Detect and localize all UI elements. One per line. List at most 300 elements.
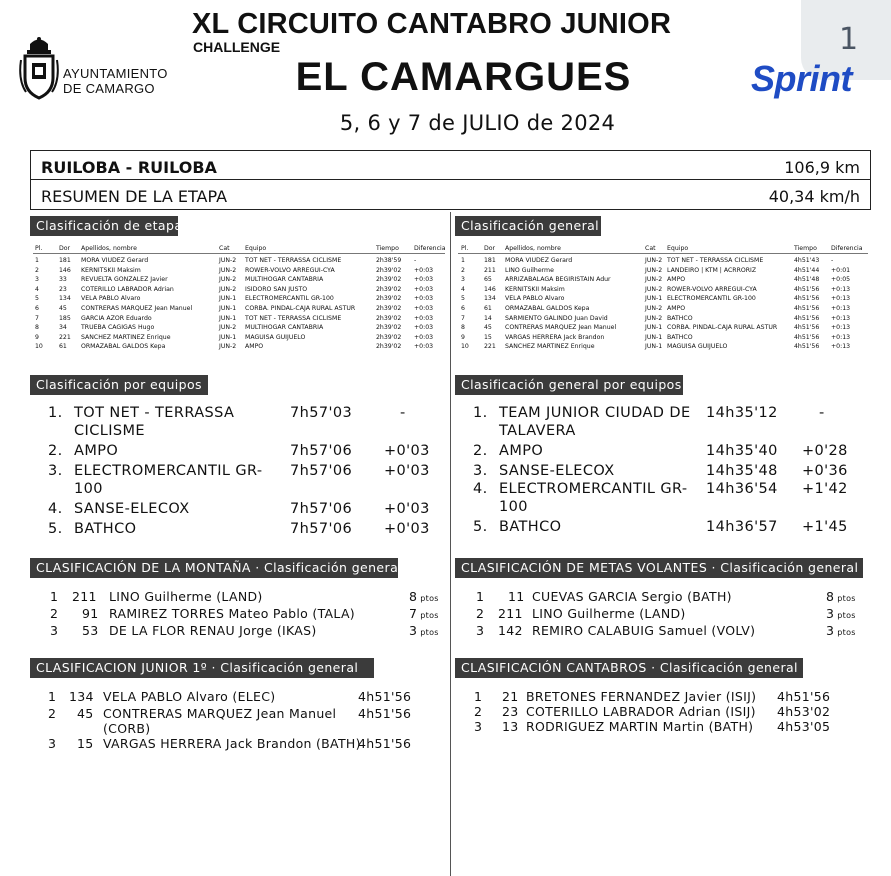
general-table-cell: 15 [484,333,492,341]
stage-table-cell: KERNITSKII Maksim [81,266,141,274]
general-table-cell: 4h51'56 [794,295,820,303]
gteam-name: SANSE-ELECOX [499,463,615,479]
sprints-pts [826,623,856,638]
team-name: AMPO [74,443,119,459]
team-time: 7h57'06 [290,521,353,537]
stage-table-row [33,315,445,323]
stage-table-row [33,276,445,284]
stage-table-cell: REVUELTA GONZALEZ Javier [81,276,168,284]
stage-table-cell: GARCIA AZOR Eduardo [81,314,152,322]
gteam-time: 14h36'57 [706,519,778,535]
general-table-cell: 4h51'56 [794,333,820,341]
stage-table-cell: 2 [35,266,39,274]
cantabros-row [474,719,869,737]
gteam-diff: - [819,405,825,421]
team-row [48,521,433,539]
race-name-text: EL CAMARGUES [295,55,632,99]
gteam-name: AMPO [499,443,544,459]
stage-table-cell: +0:03 [414,285,434,293]
mountain-pts [409,589,439,604]
stage-route: RUILOBA - RUILOBA [41,158,217,177]
general-table-row [458,305,868,313]
sprints-dor: 11 [508,589,525,604]
stage-table-cell: JUN-2 [219,257,237,264]
page-number: 1 [839,22,859,57]
general-table-row [458,276,868,284]
team-pos: 5. [48,521,63,537]
sprints-name: LINO Guilherme (LAND) [532,606,686,621]
mountain-pts [409,606,439,621]
junior1-name: CONTRERAS MARQUEZ Jean Manuel [103,706,337,721]
stage-table-row [33,343,445,351]
stage-table-row [33,295,445,303]
general-table-cell: 5 [461,295,465,303]
general-table-cell: JUN-2 [645,266,663,274]
stage-table-cell: JUN-2 [219,266,237,274]
gteam-diff: +1'45 [802,519,848,535]
stage-table-cell: +0:03 [414,324,434,332]
general-table-cell: KERNITSKII Maksim [505,285,565,293]
cantabros-name: RODRIGUEZ MARTIN Martin (BATH) [526,719,754,734]
stage-table-cell: JUN-1 [219,305,237,312]
mountain-dor: 211 [72,589,97,604]
general-table-cell: SANCHEZ MARTINEZ Enrique [505,343,595,351]
pts-unit: ptos [420,594,439,603]
cantabros-dor: 23 [502,704,519,719]
stage-table-cell: 221 [59,333,71,341]
general-table-cell: +0:13 [831,333,851,341]
general-table-cell: BATHCO [667,314,693,322]
general-table-cell: MORA VIUDEZ Gerard [505,257,573,264]
general-table-cell: 4h51'44 [794,266,820,274]
gteam-pos: 3. [473,463,488,479]
general-table-cell: 6 [461,305,465,312]
stage-table-cell: 34 [59,324,67,332]
sprints-list [476,589,876,645]
gteam-name-cont: 100 [499,499,528,515]
general-table-row [458,343,868,351]
cantabros-dor: 13 [502,719,519,734]
gteam-diff: +1'42 [802,481,848,497]
team-time: 7h57'06 [290,501,353,517]
pts-unit: ptos [837,611,856,620]
sponsor-name: Sprint [751,58,852,99]
general-classification-table [458,245,868,360]
general-table-cell: JUN-2 [645,276,663,284]
gteam-row [473,405,873,441]
general-table-cell: 4h51'48 [794,276,820,284]
organizer-line1: AYUNTAMIENTO [63,66,168,81]
team-classification-header: Clasificación por equipos [30,375,208,395]
stage-table-cell: 2h39'02 [376,333,402,341]
gteam-name-cont: TALAVERA [499,423,576,439]
general-table-cell: 4h51'43 [794,257,820,264]
stage-table-cell: +0:03 [414,305,434,312]
sprint-sponsor-logo [746,58,866,100]
team-row [48,501,433,519]
stage-table-cell: 181 [59,257,71,264]
general-table-cell: +0:13 [831,285,851,293]
stage-table-col-header: Diferencia [414,245,446,252]
team-name: ELECTROMERCANTIL GR- [74,463,263,479]
general-table-row [458,267,868,275]
cantabros-dor: 21 [502,689,519,704]
stage-table-cell: TRUEBA CAGIGAS Hugo [81,324,155,332]
general-table-cell: +0:01 [831,266,851,274]
stage-table-cell: 1 [35,257,39,264]
general-table-cell: 45 [484,324,492,332]
general-table-cell: 221 [484,343,496,351]
gteam-row [473,519,873,537]
general-table-col-header: Equipo [667,245,689,252]
team-classification-list [48,405,433,545]
general-table-cell: +0:13 [831,324,851,332]
stage-summary-row [31,180,870,210]
gteam-pos: 1. [473,405,488,421]
stage-table-cell: ELECTROMERCANTIL GR-100 [245,295,334,303]
stage-table-cell: 2h38'59 [376,257,402,264]
stage-table-cell: 45 [59,305,67,312]
stage-table-cell: 7 [35,314,39,322]
gteam-row [473,463,873,481]
team-name-cont: 100 [74,481,103,497]
junior1-dor: 45 [77,706,94,721]
stage-table-cell: 6 [35,305,39,312]
gteam-name: ELECTROMERCANTIL GR- [499,481,688,497]
general-table-cell: AMPO [667,276,686,284]
team-row [48,443,433,461]
general-table-cell: 4h51'56 [794,314,820,322]
general-table-row [458,257,868,265]
stage-table-cell: 61 [59,343,67,351]
stage-table-cell: MAGUISA GUIJUELO [245,333,306,341]
stage-table-cell: +0:03 [414,295,434,303]
cantabros-list [474,689,869,745]
general-table-header-row [458,245,868,254]
team-name: TOT NET - TERRASSA [74,405,235,421]
stage-table-cell: MULTIHOGAR CANTABRIA [245,276,324,284]
gteam-name: BATHCO [499,519,562,535]
team-diff: - [400,405,406,421]
stage-table-cell: - [414,257,417,264]
stage-table-cell: JUN-1 [219,295,237,303]
general-table-cell: 134 [484,295,496,303]
general-table-cell: ORMAZABAL GALDOS Kepa [505,305,590,312]
stage-table-row [33,257,445,265]
gteam-time: 14h35'12 [706,405,778,421]
junior1-pos: 2 [48,706,57,721]
team-name-cont: CICLISME [74,423,145,439]
junior1-name-cont: (CORB) [103,721,151,736]
stage-table-cell: ORMAZABAL GALDOS Kepa [81,343,166,351]
stage-table-cell: 2h39'02 [376,276,402,284]
stage-table-cell: JUN-1 [219,333,237,341]
pts-unit: ptos [420,611,439,620]
stage-table-cell: 33 [59,276,67,284]
junior1-row [48,736,443,754]
general-table-row [458,315,868,323]
mountain-row [50,606,440,624]
stage-table-cell: JUN-2 [219,276,237,284]
stage-distance: 106,9 km [784,158,860,177]
general-table-cell: 2 [461,266,465,274]
circuit-subtitle: CHALLENGE [193,39,281,55]
stage-table-cell: JUN-2 [219,285,237,293]
general-table-col-header: Apellidos, nombre [505,245,561,252]
stage-table-cell: MULTIHOGAR CANTABRIA [245,324,324,332]
general-table-col-header: Diferencia [831,245,863,252]
general-table-cell: BATHCO [667,333,693,341]
junior1-name: VELA PABLO Alvaro (ELEC) [103,689,276,704]
team-diff: +0'03 [384,501,430,517]
general-table-cell: 7 [461,314,465,322]
organizer-line2: DE CAMARGO [63,81,155,96]
stage-table-cell: +0:03 [414,314,434,322]
general-table-cell: JUN-1 [645,333,663,341]
stage-table-cell: 2h39'02 [376,266,402,274]
general-team-classification-header: Clasificación general por equipos [455,375,683,395]
general-table-cell: 10 [461,343,469,351]
general-table-cell: +0:05 [831,276,851,284]
mountain-pts-value: 3 [409,623,418,638]
cantabros-name: BRETONES FERNANDEZ Javier (ISIJ) [526,689,757,704]
junior1-classification-header: CLASIFICACION JUNIOR 1º · Clasificación general [30,658,374,678]
mountain-pts-value: 8 [409,589,418,604]
stage-table-cell: 23 [59,285,67,293]
general-table-cell: 14 [484,314,492,322]
team-diff: +0'03 [384,443,430,459]
sprints-pts-value: 3 [826,606,835,621]
cantabros-pos: 2 [474,704,483,719]
general-table-cell: LINO Guilherme [505,266,554,274]
team-time: 7h57'06 [290,443,353,459]
general-table-cell: +0:13 [831,314,851,322]
stage-table-col-header: Pl. [35,245,43,252]
general-table-col-header: Pl. [461,245,469,252]
stage-table-cell: 185 [59,314,71,322]
general-table-cell: +0:13 [831,343,851,351]
general-table-cell: ARRIZABALAGA BEGIRISTAIN Adur [505,276,611,284]
stage-table-cell: 146 [59,266,71,274]
stage-table-cell: 3 [35,276,39,284]
junior1-dor: 134 [69,689,94,704]
team-time: 7h57'03 [290,405,353,421]
general-table-cell: +0:13 [831,295,851,303]
general-table-cell: 4 [461,285,465,293]
team-name: SANSE-ELECOX [74,501,190,517]
stage-table-cell: 9 [35,333,39,341]
gteam-pos: 4. [473,481,488,497]
general-table-cell: SARMIENTO GALINDO Juan David [505,314,608,322]
stage-table-row [33,334,445,342]
team-pos: 2. [48,443,63,459]
team-time: 7h57'06 [290,463,353,479]
general-table-cell: - [831,257,834,264]
mountain-name: RAMIREZ TORRES Mateo Pablo (TALA) [109,606,355,621]
sprints-row [476,623,876,641]
stage-table-cell: TOT NET - TERRASSA CICLISME [245,314,342,322]
junior1-row [48,706,443,740]
team-diff: +0'03 [384,521,430,537]
team-row [48,463,433,499]
stage-table-row [33,324,445,332]
stage-table-cell: TOT NET - TERRASSA CICLISME [245,257,342,264]
sprints-name: CUEVAS GARCIA Sergio (BATH) [532,589,732,604]
stage-table-col-header: Tiempo [376,245,399,252]
mountain-dor: 91 [82,606,99,621]
junior1-time: 4h51'56 [358,689,412,704]
stage-avg-speed: 40,34 km/h [768,187,860,206]
gteam-row [473,443,873,461]
junior1-row [48,689,443,707]
gteam-diff: +0'28 [802,443,848,459]
stage-table-cell: CORBA. PINDAL-CAJA RURAL ASTUR [245,305,356,312]
general-table-cell: LANDEIRO | KTM | ACRRORIZ [667,266,757,274]
junior1-time: 4h51'56 [358,736,412,751]
cantabros-time: 4h51'56 [777,689,831,704]
stage-table-cell: ROWER-VOLVO ARREGUI-CYA [245,266,335,274]
stage-table-cell: +0:03 [414,276,434,284]
general-table-cell: ELECTROMERCANTIL GR-100 [667,295,756,303]
general-table-row [458,295,868,303]
stage-classification-table [33,245,445,360]
stage-table-cell: +0:03 [414,343,434,351]
pts-unit: ptos [420,628,439,637]
general-table-col-header: Dor [484,245,496,252]
junior1-name: VARGAS HERRERA Jack Brandon (BATH) [103,736,361,751]
general-table-cell: 181 [484,257,496,264]
junior1-list [48,689,443,759]
gteam-time: 14h35'48 [706,463,778,479]
stage-table-cell: AMPO [245,343,264,351]
general-table-cell: 4h51'56 [794,305,820,312]
sprints-pts [826,589,856,604]
cantabros-name: COTERILLO LABRADOR Adrian (ISIJ) [526,704,756,719]
stage-summary-label: RESUMEN DE LA ETAPA [41,187,228,206]
general-table-cell: JUN-2 [645,305,663,312]
stage-table-cell: 2h39'02 [376,324,402,332]
general-table-cell: TOT NET - TERRASSA CICLISME [667,257,764,264]
column-divider [450,212,451,876]
stage-table-cell: 8 [35,324,39,332]
general-table-cell: AMPO [667,305,686,312]
general-table-cell: 146 [484,285,496,293]
gteam-row [473,481,873,517]
stage-table-cell: JUN-2 [219,343,237,351]
stage-table-cell: +0:03 [414,266,434,274]
mountain-pts-value: 7 [409,606,418,621]
general-table-row [458,324,868,332]
stage-table-cell: JUN-2 [219,324,237,332]
general-table-col-header: Tiempo [794,245,817,252]
cantabros-pos: 1 [474,689,483,704]
general-table-cell: CONTRERAS MARQUEZ Jean Manuel [505,324,617,332]
general-team-classification-list [473,405,873,545]
general-table-cell: JUN-2 [645,285,663,293]
general-table-cell: VELA PABLO Alvaro [505,295,565,303]
sprints-pts-value: 3 [826,623,835,638]
stage-table-cell: 134 [59,295,71,303]
stage-table-cell: CONTRERAS MARQUEZ Jean Manuel [81,305,193,312]
stage-table-header-row [33,245,445,254]
general-table-cell: 65 [484,276,492,284]
mountain-name: LINO Guilherme (LAND) [109,589,263,604]
gteam-pos: 5. [473,519,488,535]
stage-table-row [33,267,445,275]
mountain-pos: 1 [50,589,59,604]
junior1-pos: 1 [48,689,57,704]
junior1-time: 4h51'56 [358,706,412,721]
mountain-dor: 53 [82,623,99,638]
junior1-pos: 3 [48,736,57,751]
mountain-pos: 3 [50,623,59,638]
general-table-cell: CORBA. PINDAL-CAJA RURAL ASTUR [667,324,778,332]
general-table-cell: 211 [484,266,496,274]
sprints-pos: 2 [476,606,485,621]
team-row [48,405,433,441]
stage-table-cell: 2h39'02 [376,314,402,322]
general-table-cell: 4h51'56 [794,343,820,351]
stage-table-cell: ISIDORO SAN JUSTO [245,285,308,293]
stage-table-row [33,305,445,313]
stage-table-cell: 10 [35,343,43,351]
general-table-cell: 61 [484,305,492,312]
team-pos: 3. [48,463,63,479]
general-table-cell: ROWER-VOLVO ARREGUI-CYA [667,285,757,293]
stage-table-col-header: Dor [59,245,71,252]
general-table-cell: 3 [461,276,465,284]
cantabros-time: 4h53'05 [777,719,831,734]
stage-table-col-header: Cat [219,245,230,252]
sprints-row [476,606,876,624]
stage-table-col-header: Apellidos, nombre [81,245,137,252]
general-table-cell: 1 [461,257,465,264]
mountain-row [50,589,440,607]
gteam-name: TEAM JUNIOR CIUDAD DE [499,405,691,421]
general-table-row [458,334,868,342]
sprints-pts-value: 8 [826,589,835,604]
general-table-col-header: Cat [645,245,656,252]
general-table-cell: MAGUISA GUIJUELO [667,343,728,351]
sprints-dor: 211 [498,606,523,621]
gteam-diff: +0'36 [802,463,848,479]
sprints-name: REMIRO CALABUIG Samuel (VOLV) [532,623,756,638]
team-pos: 1. [48,405,63,421]
general-table-row [458,286,868,294]
sprints-pts [826,606,856,621]
general-table-cell: VARGAS HERRERA Jack Brandon [505,333,605,341]
general-table-cell: 9 [461,333,465,341]
gteam-time: 14h36'54 [706,481,778,497]
general-table-cell: 4h51'56 [794,285,820,293]
stage-table-cell: 2h39'02 [376,343,402,351]
sprints-row [476,589,876,607]
stage-table-cell: 2h39'02 [376,295,402,303]
general-table-cell: JUN-2 [645,314,663,322]
stage-table-cell: JUN-1 [219,314,237,322]
mountain-row [50,623,440,641]
pts-unit: ptos [837,594,856,603]
team-name: BATHCO [74,521,137,537]
sprints-pos: 3 [476,623,485,638]
junior1-dor: 15 [77,736,94,751]
general-table-cell: +0:13 [831,305,851,312]
stage-table-cell: 2h39'02 [376,285,402,293]
general-table-cell: JUN-1 [645,343,663,351]
stage-route-row [31,151,870,180]
team-pos: 4. [48,501,63,517]
stage-table-col-header: Equipo [245,245,267,252]
